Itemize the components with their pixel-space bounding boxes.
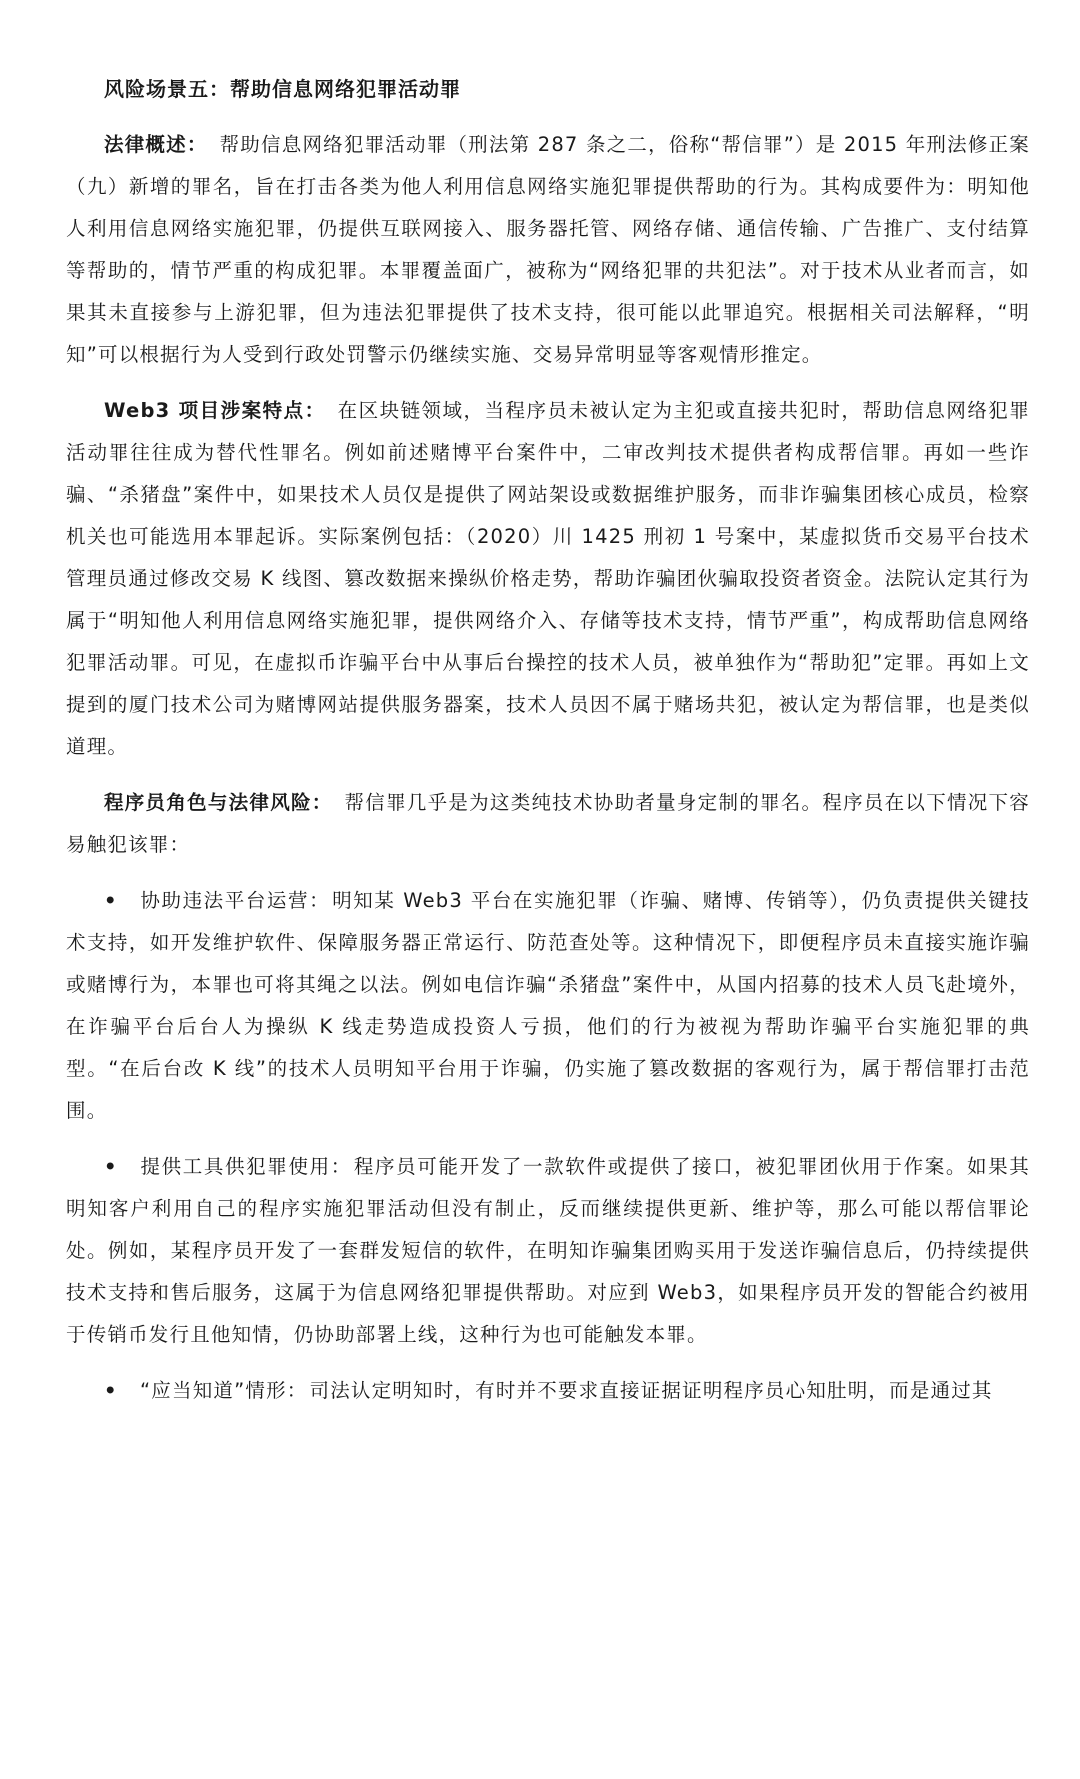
bullet-item xyxy=(66,1146,1030,1356)
bullet-marker: • xyxy=(104,889,118,912)
bullet-head: 协助违法平台运营： xyxy=(140,889,331,912)
bullet-head: 提供工具供犯罪使用： xyxy=(140,1155,352,1178)
paragraph-lead: 程序员角色与法律风险： xyxy=(104,791,333,814)
paragraph-web3-case-features xyxy=(66,390,1030,768)
bullet-marker: • xyxy=(104,1155,118,1178)
bullet-text: 司法认定明知时，有时并不要求直接证据证明程序员心知肚明，而是通过其 xyxy=(309,1379,993,1402)
bullet-head: “应当知道”情形： xyxy=(140,1379,308,1402)
bullet-text: 程序员可能开发了一款软件或提供了接口，被犯罪团伙用于作案。如果其明知客户利用自己的程序实施犯罪活动但没有制止，反而继续提供更新、维护等，那么可能以帮信罪论处。例如，某程序员开发了一套群发短信的软件，在明知诈骗集团购买用于发送诈骗信息后，仍持续提供技术支持和售后服务，这属于为信息网络犯罪提供帮助。对应到 Web3，如果程序员开发的智能合约被用于传销币发行且他知情，仍协助部署上线，这种行为也可能触发本罪。 xyxy=(66,1155,1030,1346)
paragraph-text: 在区块链领域，当程序员未被认定为主犯或直接共犯时，帮助信息网络犯罪活动罪往往成为替代性罪名。例如前述赌博平台案件中，二审改判技术提供者构成帮信罪。再如一些诈骗、“杀猪盘”案件中，如果技术人员仅是提供了网站架设或数据维护服务，而非诈骗集团核心成员，检察机关也可能选用本罪起诉。实际案例包括：（2020）川 1425 刑初 1 号案中，某虚拟货币交易平台技术管理员通过修改交易 K 线图、篡改数据来操纵价格走势，帮助诈骗团伙骗取投资者资金。法院认定其行为属于“明知他人利用信息网络实施犯罪，提供网络介入、存储等技术支持，情节严重”，构成帮助信息网络犯罪活动罪。可见，在虚拟币诈骗平台中从事后台操控的技术人员，被单独作为“帮助犯”定罪。再如上文提到的厦门技术公司为赌博网站提供服务器案，技术人员因不属于赌场共犯，被认定为帮信罪，也是类似道理。 xyxy=(66,399,1030,758)
paragraph-lead: 法律概述： xyxy=(104,133,208,156)
section-title: 风险场景五：帮助信息网络犯罪活动罪 xyxy=(104,77,461,101)
paragraph-legal-overview xyxy=(66,124,1030,376)
bullet-text: 明知某 Web3 平台在实施犯罪（诈骗、赌博、传销等），仍负责提供关键技术支持，如开发维护软件、保障服务器正常运行、防范查处等。这种情况下，即便程序员未直接实施诈骗或赌博行为，本罪也可将其绳之以法。例如电信诈骗“杀猪盘”案件中，从国内招募的技术人员飞赴境外，在诈骗平台后台人为操纵 K 线走势造成投资人亏损，他们的行为被视为帮助诈骗平台实施犯罪的典型。“在后台改 K 线”的技术人员明知平台用于诈骗，仍实施了篡改数据的客观行为，属于帮信罪打击范围。 xyxy=(66,889,1030,1122)
paragraph-lead: Web3 项目涉案特点： xyxy=(104,399,326,422)
paragraph-text: 帮助信息网络犯罪活动罪（刑法第 287 条之二，俗称“帮信罪”）是 2015 年刑法修正案（九）新增的罪名，旨在打击各类为他人利用信息网络实施犯罪提供帮助的行为。其构成要件为：明知他人利用信息网络实施犯罪，仍提供互联网接入、服务器托管、网络存储、通信传输、广告推广、支付结算 等帮助的，情节严重的构成犯罪。本罪覆盖面广，被称为“网络犯罪的共犯法”。对于技术从业者而言，如果其未直接参与上游犯罪，但为违法犯罪提供了技术支持，很可能以此罪追究。根据相关司法解释，“明知”可以根据行为人受到行政处罚警示仍继续实施、交易异常明显等客观情形推定。 xyxy=(66,133,1030,366)
bullet-item xyxy=(66,1370,1030,1412)
paragraph-programmer-risk xyxy=(66,782,1030,866)
bullet-item xyxy=(66,880,1030,1132)
paragraph-text: 帮信罪几乎是为这类纯技术协助者量身定制的罪名。程序员在以下情况下容易触犯该罪： xyxy=(66,791,1030,856)
bullet-marker: • xyxy=(104,1379,118,1402)
